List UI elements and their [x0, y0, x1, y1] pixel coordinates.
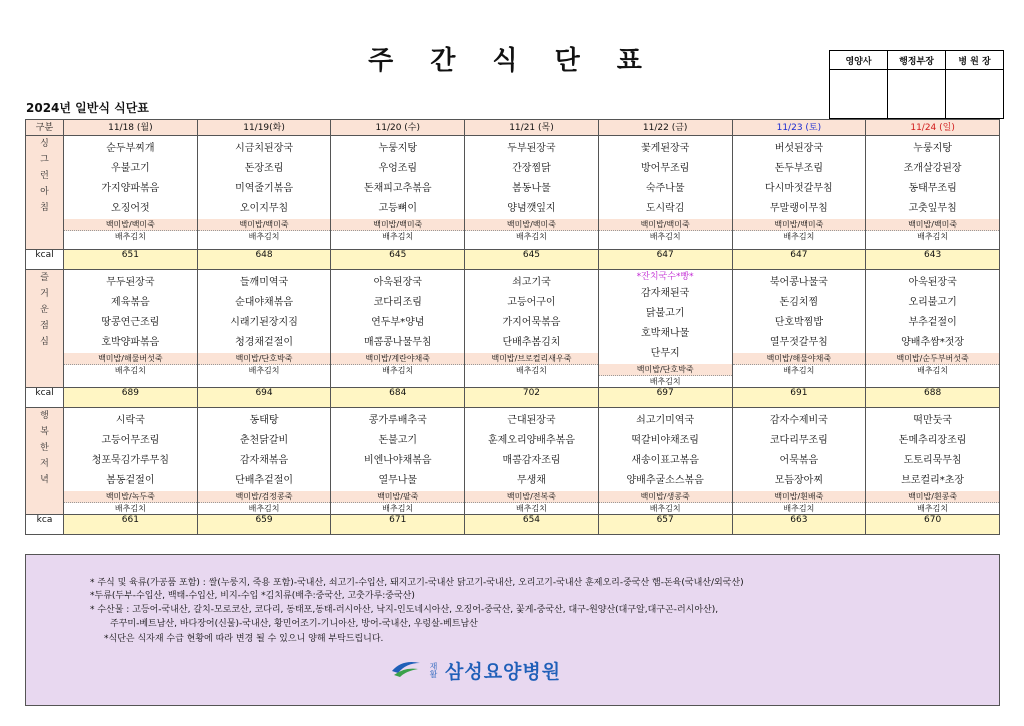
dish: 매콤콩나물무침	[363, 337, 432, 348]
kimchi: 배추김치	[516, 232, 547, 241]
rice-porridge: 백미밥/백미죽	[465, 219, 598, 231]
dish: 코다리무조림	[769, 435, 828, 446]
signature-nutritionist-cell	[830, 70, 888, 119]
day-header-row	[26, 120, 1000, 136]
origin-note: * 주식 및 육류(가공품 포함) : 쌀(누룽지, 죽용 포함)-국내산, 쇠고기-수입산, 돼지고기-국내산 닭고기-국내산, 오리고기-국내산 훈제오리-중국산 햄-돈육(국내산/외국산)	[90, 578, 744, 588]
breakfast-cell	[465, 136, 599, 250]
kimchi: 배추김치	[114, 504, 146, 513]
dish: 순대야채볶음	[235, 297, 294, 308]
kimchi: 배추김치	[649, 377, 681, 386]
dish: 새송이표고볶음	[631, 455, 699, 466]
kcal-value: 688	[866, 388, 1000, 408]
dish: 북어콩나물국	[769, 277, 828, 288]
dish: 간장찜닭	[512, 163, 551, 174]
dinner-cell	[732, 408, 866, 515]
dish: 미역줄기볶음	[235, 183, 294, 194]
dish: 가지어묵볶음	[502, 317, 561, 328]
dish: 모듬장아찌	[774, 475, 824, 486]
kcal-value: 671	[331, 515, 465, 535]
dinner-cell	[197, 408, 331, 515]
dish: 두부된장국	[507, 143, 556, 154]
dish: 무두된장국	[106, 277, 155, 288]
origin-note: *식단은 식자재 수급 현황에 따라 변경 될 수 있으니 양해 부탁드립니다.	[104, 634, 384, 644]
dish: 무말랭이무침	[769, 203, 828, 214]
dish: 감자수제비국	[769, 415, 828, 426]
signature-nutritionist-label: 영양사	[830, 51, 888, 70]
rice-porridge: 백미밥/계란야채죽	[331, 353, 464, 365]
kimchi: 배추김치	[248, 504, 280, 513]
dish: 열무젓갈무침	[769, 337, 828, 348]
lunch-cell	[732, 270, 866, 388]
dish: 돈장조림	[244, 163, 284, 174]
dish: 브로컬리*초장	[901, 475, 965, 486]
dish: 양념깻잎지	[507, 203, 556, 214]
rice-porridge: 백미밥/단호박죽	[198, 353, 331, 365]
rice-porridge: 백미밥/단호박죽	[599, 364, 732, 376]
kimchi: 배추김치	[114, 232, 146, 241]
rice-porridge: 백미밥/순두부버섯죽	[866, 353, 999, 365]
dish: 떡만둣국	[913, 415, 952, 426]
kcal-value: 648	[197, 250, 331, 270]
dish: 시금치된장국	[235, 143, 294, 154]
dish: 고등뼈이	[378, 203, 418, 214]
kimchi: 배추김치	[917, 366, 949, 375]
dish: 동태무조림	[908, 183, 957, 194]
rice-porridge: 백미밥/전복죽	[465, 491, 598, 503]
dish: 열무나물	[378, 475, 418, 486]
dish: 돈김치찜	[779, 297, 819, 308]
rice-porridge: 백미밥/흰배죽	[733, 491, 866, 503]
kimchi: 배추김치	[783, 504, 815, 513]
dish: 시래기된장지짐	[230, 317, 298, 328]
rice-porridge: 백미밥/백미죽	[331, 219, 464, 231]
kcal-value: 702	[465, 388, 599, 408]
dish: 우불고기	[111, 163, 150, 174]
header-label: 구분	[26, 120, 64, 136]
breakfast-cell	[64, 136, 198, 250]
dish: 가지양파볶음	[101, 183, 160, 194]
dish: 근대된장국	[507, 415, 556, 426]
kimchi: 배추김치	[649, 232, 681, 241]
dish: 무생채	[516, 475, 546, 486]
kimchi: 배추김치	[382, 232, 414, 241]
kimchi: 배추김치	[649, 504, 681, 513]
dish: 고춧잎무침	[908, 203, 957, 214]
dish: 단호박찜밥	[774, 317, 824, 328]
signature-admin-label: 행정부장	[888, 51, 946, 70]
dish: 춘천닭갈비	[239, 435, 289, 446]
kimchi: 배추김치	[783, 232, 815, 241]
dish: 돈불고기	[378, 435, 418, 446]
dish: 오리불고기	[908, 297, 957, 308]
kcal-value: 689	[64, 388, 198, 408]
origin-note: * 수산물 : 고등어-국내산, 갈치-모로코산, 코다리, 동태포,동태-러시아산, 낙지-인도네시아산, 오징어-중국산, 꽃게-중국산, 대구-원양산(대구알,대구곤-러시아산),	[90, 605, 719, 615]
rice-porridge: 백미밥/백미죽	[599, 219, 732, 231]
lunch-kcal-row	[26, 388, 1000, 408]
dish: 봄동나물	[512, 183, 551, 194]
rice-porridge: 백미밥/해물야채죽	[733, 353, 866, 365]
lunch-cell	[866, 270, 1000, 388]
rice-porridge: 백미밥/해물버섯죽	[64, 353, 197, 365]
breakfast-row	[26, 136, 1000, 250]
dish: 훈제오리양배추볶음	[487, 435, 575, 446]
rice-porridge: 백미밥/흰콩죽	[866, 491, 999, 503]
menu-subtitle: 2024년 일반식 식단표	[26, 101, 149, 115]
dish: 누룽지탕	[913, 143, 952, 154]
kcal-value: 647	[598, 250, 732, 270]
dinner-cell	[331, 408, 465, 515]
origin-note: *두류(두부-수입산, 백태-수입산, 비지-수입 *김치류(배추:중국산, 고춧가루:중국산)	[90, 591, 415, 601]
rice-porridge: 백미밥/백미죽	[733, 219, 866, 231]
dish: 돈메추리장조림	[898, 435, 967, 446]
kcal-value: 694	[197, 388, 331, 408]
dish: 들깨미역국	[239, 277, 289, 288]
dish: 양배추쌈*젓장	[901, 337, 965, 348]
kcal-value: 661	[64, 515, 198, 535]
kcal-value: 697	[598, 388, 732, 408]
kimchi: 배추김치	[382, 366, 414, 375]
kcal-value: 659	[197, 515, 331, 535]
dish: 단배추겉절이	[235, 475, 294, 486]
kcal-label: kcal	[26, 388, 64, 408]
rice-porridge: 백미밥/검정콩죽	[198, 491, 331, 503]
dish: 시락국	[115, 415, 145, 426]
kimchi: 배추김치	[917, 504, 949, 513]
kimchi: 배추김치	[783, 366, 815, 375]
breakfast-cell	[598, 136, 732, 250]
dish: 아욱된장국	[373, 277, 422, 288]
dish: 오이지무침	[239, 203, 289, 214]
special-menu: *잔치국수*빵*	[636, 272, 694, 282]
kcal-value: 654	[465, 515, 599, 535]
page-title: 주 간 식 단 표	[368, 46, 656, 76]
breakfast-cell	[866, 136, 1000, 250]
dish: 떡갈비야채조림	[631, 435, 699, 446]
lunch-cell	[331, 270, 465, 388]
dish: 제육볶음	[111, 297, 150, 308]
breakfast-kcal-row	[26, 250, 1000, 270]
breakfast-cell	[732, 136, 866, 250]
dish: 청경채겉절이	[235, 337, 294, 348]
dish: 고등어무조림	[101, 435, 160, 446]
lunch-cell	[197, 270, 331, 388]
dish: 오징어젓	[111, 203, 150, 214]
dish: 우엉조림	[378, 163, 418, 174]
dish: 다시마젓갈무침	[765, 183, 833, 194]
dish: 단배추봄김치	[502, 337, 561, 348]
breakfast-label: 싱 그 런 아 침	[26, 136, 64, 250]
kimchi: 배추김치	[114, 366, 146, 375]
dish: 동태탕	[249, 415, 279, 426]
dish: 감자채된국	[641, 288, 690, 299]
dish: 도시락김	[645, 203, 685, 214]
dinner-cell	[866, 408, 1000, 515]
rice-porridge: 백미밥/생콩죽	[599, 491, 732, 503]
kcal-value: 645	[331, 250, 465, 270]
day-header: 11/21 (목)	[465, 120, 599, 136]
lunch-label: 즐 거 운 점 심	[26, 270, 64, 388]
day-header-sunday: 11/24 (일)	[866, 120, 1000, 136]
dish: 단무지	[650, 348, 680, 359]
kcal-value: 643	[866, 250, 1000, 270]
weekly-menu-table	[25, 119, 1000, 535]
signature-director-label: 병 원 장	[946, 51, 1004, 70]
dish: 호박채나물	[641, 328, 690, 339]
dinner-cell	[598, 408, 732, 515]
kcal-value: 657	[598, 515, 732, 535]
rice-porridge: 백미밥/백미죽	[64, 219, 197, 231]
dish: 쇠고기미역국	[636, 415, 695, 426]
dish: 버섯된장국	[774, 143, 824, 154]
hospital-logo	[390, 655, 561, 685]
dish: 닭불고기	[645, 308, 685, 319]
kcal-value: 691	[732, 388, 866, 408]
hospital-name: 삼성요양병원	[445, 660, 562, 683]
rice-porridge: 백미밥/브로컬리새우죽	[465, 353, 598, 365]
kcal-label: kca	[26, 515, 64, 535]
day-header: 11/19(화)	[197, 120, 331, 136]
dish: 양배추굴소스볶음	[626, 475, 704, 486]
dish: 꽃게된장국	[641, 143, 690, 154]
dish: 쇠고기국	[512, 277, 551, 288]
dish: 방어무조림	[641, 163, 690, 174]
dish: 감자채볶음	[239, 455, 289, 466]
day-header: 11/18 (월)	[64, 120, 198, 136]
kcal-value: 647	[732, 250, 866, 270]
kimchi: 배추김치	[248, 232, 280, 241]
dinner-label: 행 복 한 저 녁	[26, 408, 64, 515]
dish: 도토리묵무침	[903, 455, 962, 466]
kcal-value: 684	[331, 388, 465, 408]
hospital-logo-small: 재활	[429, 662, 438, 678]
kimchi: 배추김치	[382, 504, 414, 513]
dish: 돈두부조림	[774, 163, 824, 174]
dish: 호박양파볶음	[101, 337, 160, 348]
rice-porridge: 백미밥/녹두죽	[64, 491, 197, 503]
lunch-row	[26, 270, 1000, 388]
dish: 고등어구이	[507, 297, 556, 308]
dish: 누룽지탕	[378, 143, 418, 154]
hospital-logo-icon	[390, 657, 422, 684]
kcal-value: 670	[866, 515, 1000, 535]
dish: 조개살강된장	[903, 163, 962, 174]
day-header: 11/20 (수)	[331, 120, 465, 136]
day-header-saturday: 11/23 (토)	[732, 120, 866, 136]
signature-admin-cell	[888, 70, 946, 119]
lunch-cell	[64, 270, 198, 388]
dish: 청포묵김가루무침	[91, 455, 169, 466]
rice-porridge: 백미밥/백미죽	[198, 219, 331, 231]
lunch-cell	[598, 270, 732, 388]
dish: 봄동겉절이	[106, 475, 155, 486]
dish: 비엔나야채볶음	[363, 455, 432, 466]
lunch-cell	[465, 270, 599, 388]
day-header: 11/22 (금)	[598, 120, 732, 136]
dinner-row	[26, 408, 1000, 515]
kcal-label: kcal	[26, 250, 64, 270]
kcal-value: 651	[64, 250, 198, 270]
origin-note: 주꾸미-베트남산, 바다장어(신물)-국내산, 황민어조기-기니아산, 방어-국내산, 우렁살-베트남산	[110, 619, 478, 629]
kcal-value: 645	[465, 250, 599, 270]
dinner-cell	[64, 408, 198, 515]
dish: 어묵볶음	[779, 455, 819, 466]
dish: 연두부*양념	[371, 317, 425, 328]
dish: 땅콩연근조림	[101, 317, 160, 328]
rice-porridge: 백미밥/팥죽	[331, 491, 464, 503]
dish: 코다리조림	[373, 297, 422, 308]
dish: 숙주나물	[645, 183, 685, 194]
dish: 매콤감자조림	[502, 455, 561, 466]
signature-box	[829, 50, 1004, 119]
dish: 아욱된장국	[908, 277, 957, 288]
dish: 돈채피고추볶음	[363, 183, 432, 194]
dish: 순두부찌개	[106, 143, 155, 154]
kimchi: 배추김치	[516, 366, 547, 375]
breakfast-cell	[197, 136, 331, 250]
kcal-value: 663	[732, 515, 866, 535]
signature-director-cell	[946, 70, 1004, 119]
kimchi: 배추김치	[917, 232, 949, 241]
dish: 부추겉절이	[908, 317, 957, 328]
rice-porridge: 백미밥/백미죽	[866, 219, 999, 231]
dinner-cell	[465, 408, 599, 515]
dinner-kcal-row	[26, 515, 1000, 535]
breakfast-cell	[331, 136, 465, 250]
kimchi: 배추김치	[516, 504, 547, 513]
dish: 콩가루배추국	[368, 415, 427, 426]
kimchi: 배추김치	[248, 366, 280, 375]
